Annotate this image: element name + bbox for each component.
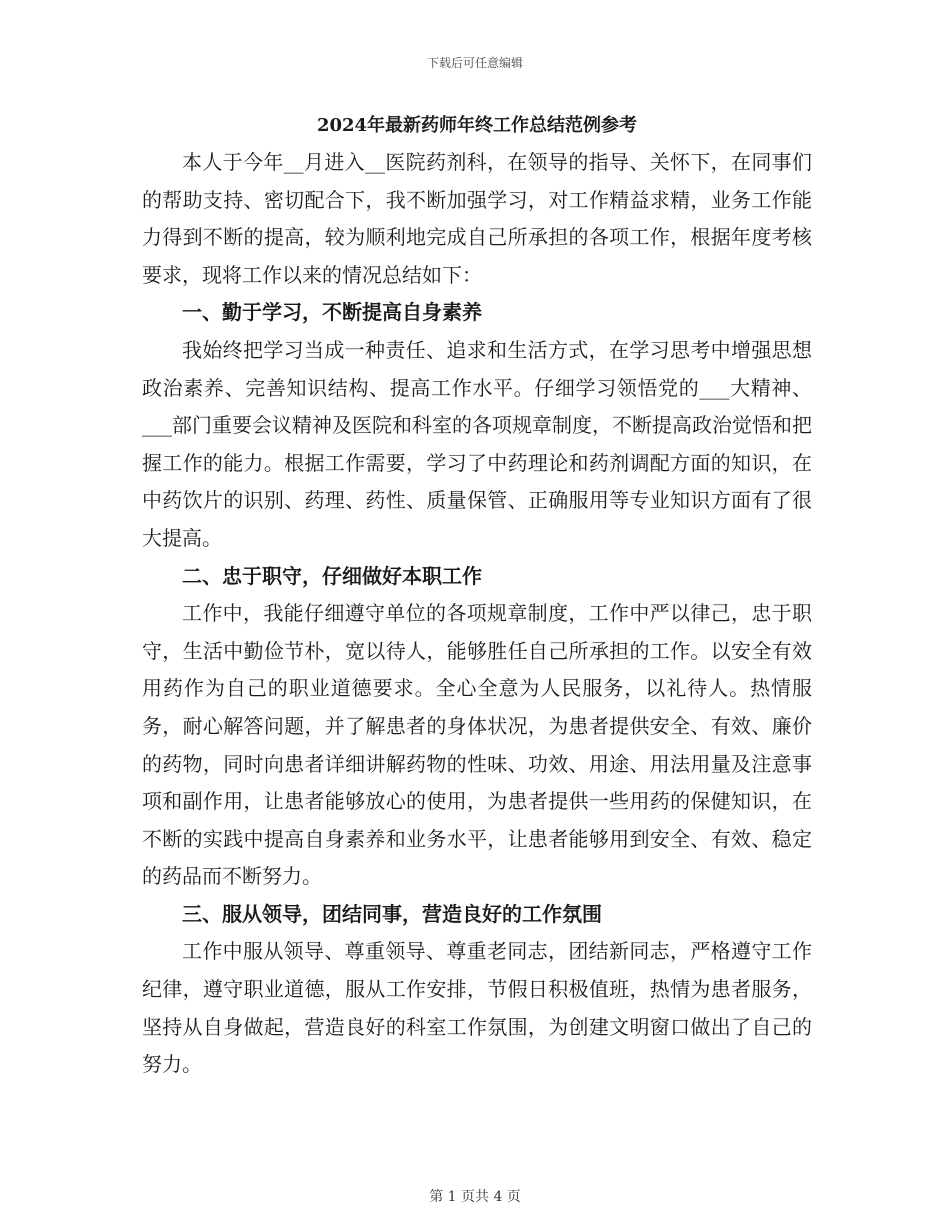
section-body-1: 我始终把学习当成一种责任、追求和生活方式，在学习思考中增强思想政治素养、完善知识结构、提高工作水平。仔细学习领悟党的___大精神、___部门重要会议精神及医院和科室的各项规章制度，不断提高政治觉悟和把握工作的能力。根据工作需要，学习了中药理论和药剂调配方面的知识，在中药饮片的识别、药理、药性、质量保管、正确服用等专业知识方面有了很大提高。: [142, 337, 812, 550]
section-body-3: 工作中服从领导、尊重领导、尊重老同志，团结新同志，严格遵守工作纪律，遵守职业道德，服从工作安排，节假日积极值班，热情为患者服务，坚持从自身做起，营造良好的科室工作氛围，为创建文明窗口做出了自己的努力。: [142, 939, 812, 1077]
section-heading-2: 二、忠于职守，仔细做好本职工作: [182, 563, 482, 588]
section-body-2: 工作中，我能仔细遵守单位的各项规章制度，工作中严以律己，忠于职守，生活中勤俭节朴，宽以待人，能够胜任自己所承担的工作。以安全有效用药作为自己的职业道德要求。全心全意为人民服务，以礼待人。热情服务，耐心解答问题，并了解患者的身体状况，为患者提供安全、有效、廉价的药物，同时向患者详细讲解药物的性味、功效、用途、用法用量及注意事项和副作用，让患者能够放心的使用，为患者提供一些用药的保健知识，在不断的实践中提高自身素养和业务水平，让患者能够用到安全、有效、稳定的药品而不断努力。: [142, 601, 812, 889]
section-heading-1: 一、勤于学习，不断提高自身素养: [182, 300, 482, 325]
page-number-footer: 第 1 页共 4 页: [429, 1189, 521, 1205]
page-header-note: 下载后可任意编辑: [426, 56, 523, 70]
document-title: 2024年最新药师年终工作总结范例参考: [316, 115, 638, 136]
document-body: [142, 112, 812, 1084]
intro-paragraph: 本人于今年__月进入__医院药剂科，在领导的指导、关怀下，在同事们的帮助支持、密切配合下，我不断加强学习，对工作精益求精，业务工作能力得到不断的提高，较为顺利地完成自己所承担的各项工作，根据年度考核要求，现将工作以来的情况总结如下：: [142, 150, 812, 287]
section-heading-3: 三、服从领导，团结同事，营造良好的工作氛围: [182, 901, 602, 926]
